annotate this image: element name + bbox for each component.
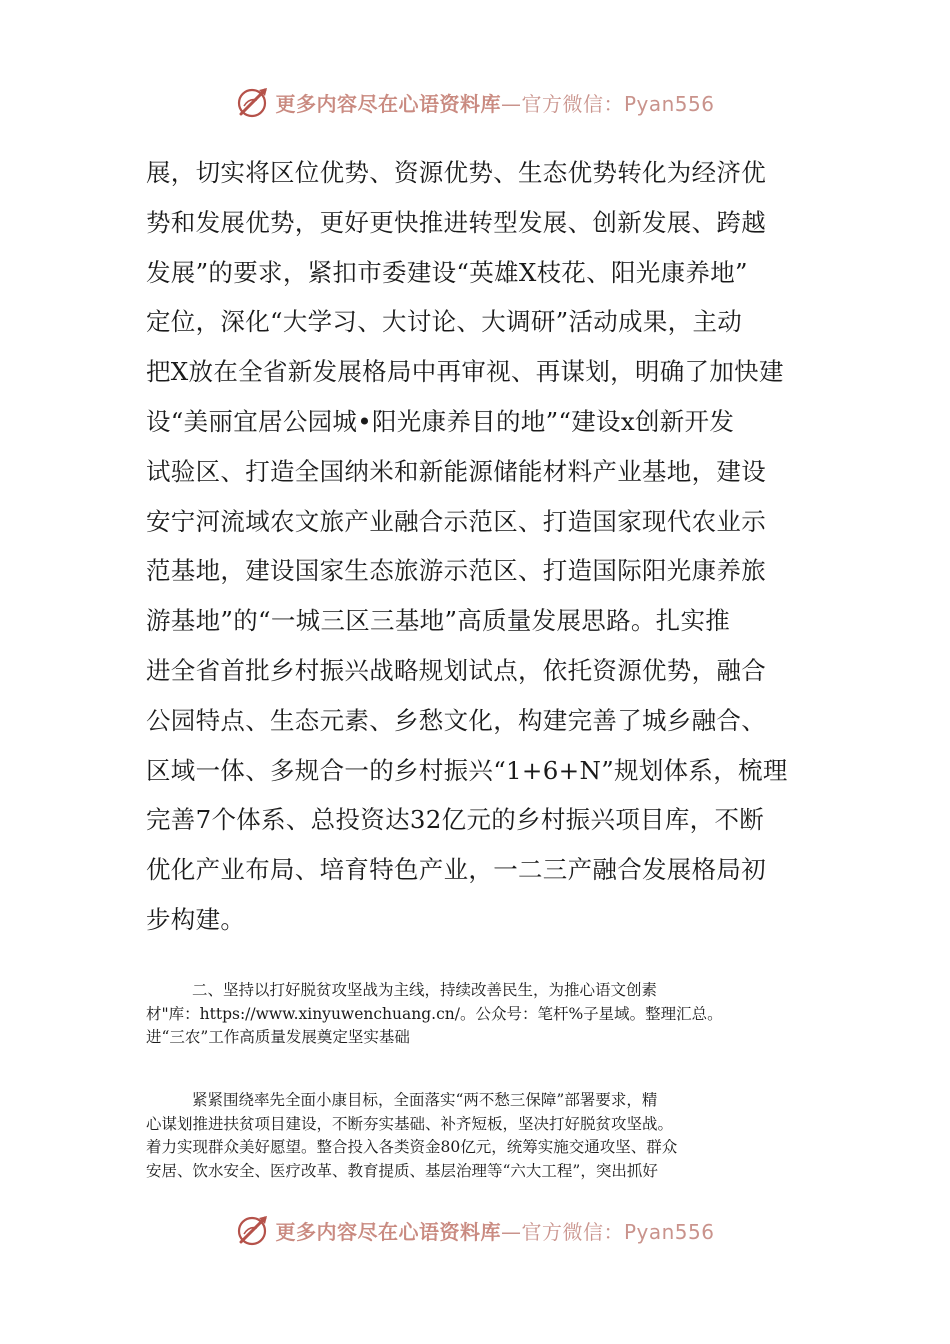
section-heading [146, 979, 806, 1050]
watermark-text [275, 88, 714, 117]
pen-logo-icon [235, 84, 271, 120]
heading-line: 进“三农”工作高质量发展奠定坚实基础 [146, 1028, 410, 1046]
text-line: 展，切实将区位优势、资源优势、生态优势转化为经济优 [146, 158, 766, 187]
text-line: 着力实现群众美好愿望。整合投入各类资金80亿元，统筹实施交通攻坚、群众 [146, 1138, 678, 1156]
pen-logo-icon [235, 1212, 271, 1248]
body-paragraph [146, 1089, 806, 1183]
watermark-brand: 更多内容尽在心语资料库 [275, 1219, 501, 1244]
text-line: 游基地”的“一城三区三基地”高质量发展思路。扎实推 [146, 606, 731, 636]
text-line: 优化产业布局、培育特色产业，一二三产融合发展格局初 [146, 855, 766, 885]
text-line: 区域一体、多规合一的乡村振兴“1+6+N”规划体系，梳理 [146, 755, 788, 785]
text-line: 步构建。 [146, 904, 246, 934]
watermark-banner-bottom [0, 1210, 950, 1250]
text-line: 完善7个体系、总投资达32亿元的乡村振兴项目库，不断 [146, 805, 765, 835]
text-line: 定位，深化“大学习、大讨论、大调研”活动成果，主动 [146, 307, 743, 337]
watermark-text [275, 1216, 714, 1245]
text-line: 安宁河流域农文旅产业融合示范区、打造国家现代农业示 [146, 506, 766, 536]
text-line: 范基地，建设国家生态旅游示范区、打造国际阳光康养旅 [146, 556, 766, 586]
text-line: 紧紧围绕率先全面小康目标，全面落实“两不愁三保障”部署要求，精 [192, 1091, 658, 1109]
text-line: 把X放在全省新发展格局中再审视、再谋划，明确了加快建 [146, 357, 784, 387]
text-line: 势和发展优势，更好更快推进转型发展、创新发展、跨越 [146, 207, 766, 237]
watermark-banner-top [0, 82, 950, 122]
watermark-contact: —官方微信：Pyan556 [500, 91, 715, 116]
text-line: 安居、饮水安全、医疗改革、教育提质、基层治理等“六大工程”，突出抓好 [146, 1161, 658, 1180]
heading-line: 二、坚持以打好脱贫攻坚战为主线，持续改善民生，为推心语文创素 [192, 981, 658, 999]
heading-line: 材"库：https://www.xinyuwenchuang.cn/。公众号：笔杆%子星域。整理汇总。 [146, 1004, 723, 1023]
text-line: 心谋划推进扶贫项目建设，不断夯实基础、补齐短板，坚决打好脱贫攻坚战。 [146, 1114, 674, 1133]
text-line: 进全省首批乡村振兴战略规划试点，依托资源优势，融合 [146, 655, 766, 685]
text-line: 试验区、打造全国纳米和新能源储能材料产业基地，建设 [146, 456, 766, 486]
text-line: 设“美丽宜居公园城•阳光康养目的地”“建设x创新开发 [146, 406, 735, 436]
text-line: 发展”的要求，紧扣市委建设“英雄X枝花、阳光康养地” [146, 257, 748, 287]
main-paragraph [146, 148, 811, 945]
watermark-brand: 更多内容尽在心语资料库 [275, 91, 501, 116]
watermark-contact: —官方微信：Pyan556 [500, 1219, 715, 1244]
text-line: 公园特点、生态元素、乡愁文化，构建完善了城乡融合、 [146, 705, 766, 735]
